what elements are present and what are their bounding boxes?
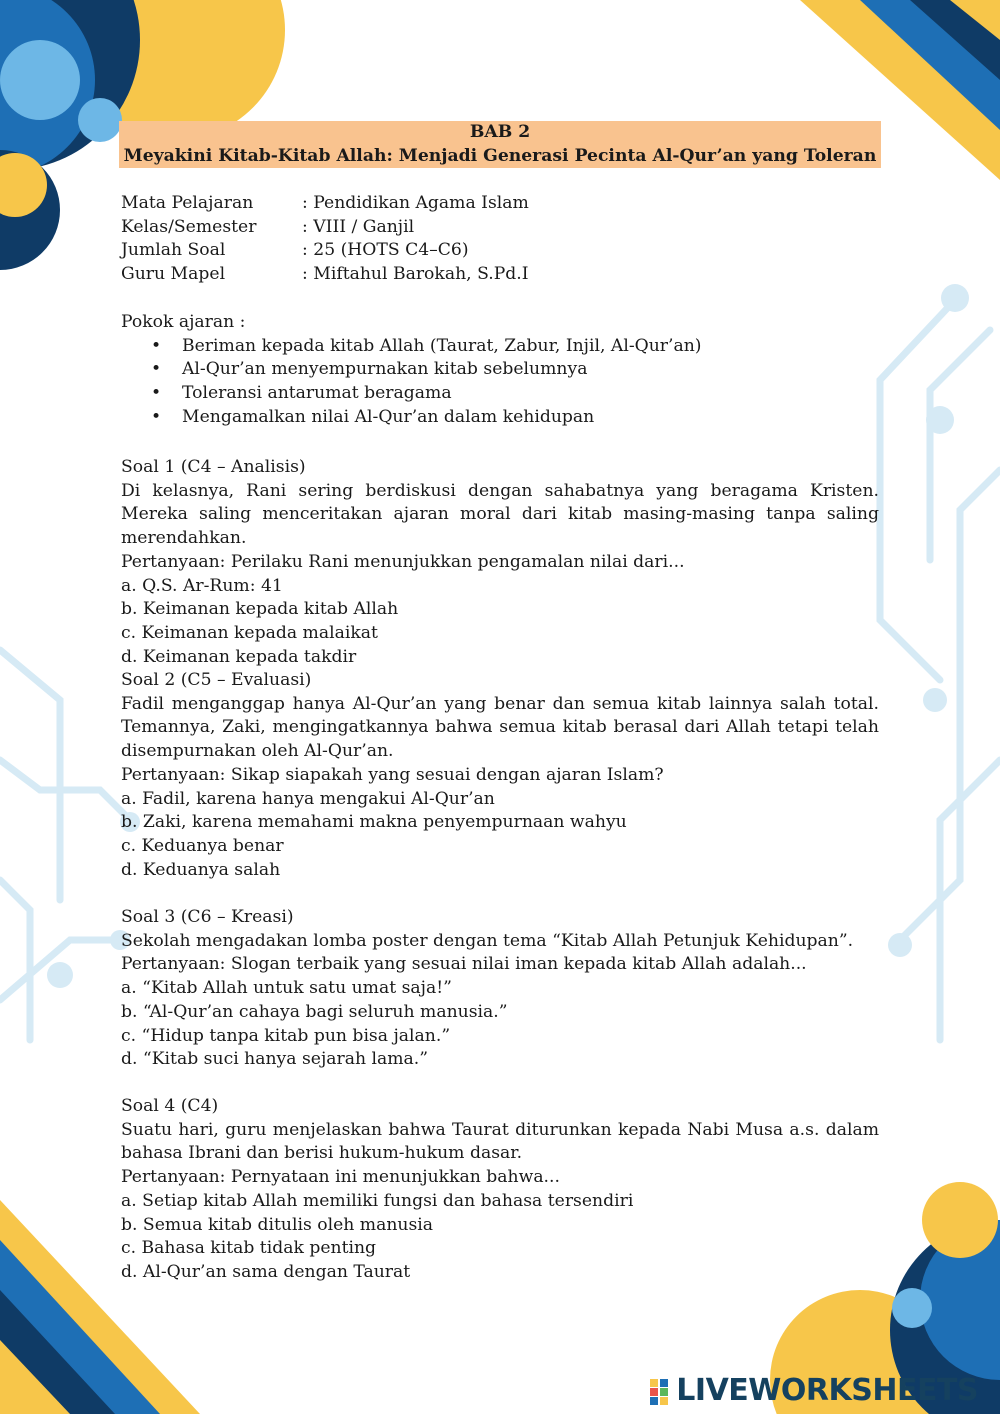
liveworksheets-logo[interactable] — [650, 1373, 978, 1408]
answer-option: b. “Al-Qur’an cahaya bagi seluruh manusia.” — [121, 1001, 508, 1022]
answer-option: a. “Kitab Allah untuk satu umat saja!” — [121, 978, 452, 999]
answer-option: b. Zaki, karena memahami makna penyempurnaan wahyu — [121, 812, 627, 833]
question-stem: Di kelasnya, Rani sering berdiskusi dengan sahabatnya yang beragama Kristen. Mereka saling menceritakan ajaran moral dari kitab masing-masing tanpa saling merendahkan. — [121, 480, 879, 549]
list-item-text: Toleransi antarumat beragama — [182, 383, 452, 404]
meta-info — [121, 192, 529, 287]
question-title: Soal 3 (C6 – Kreasi) — [121, 907, 294, 927]
bullet-icon: • — [151, 359, 162, 380]
question-4 — [121, 1095, 879, 1285]
meta-value: : 25 (HOTS C4–C6) — [302, 240, 469, 261]
meta-value: : Miftahul Barokah, S.Pd.I — [302, 264, 529, 285]
list-item-text: Al-Qur’an menyempurnakan kitab sebelumnya — [182, 359, 588, 380]
question-stem: Sekolah mengadakan lomba poster dengan tema “Kitab Allah Petunjuk Kehidupan”. — [121, 930, 854, 951]
bullet-icon: • — [151, 406, 162, 427]
question-stem: Fadil menganggap hanya Al-Qur’an yang benar dan semua kitab lainnya salah total. Temannya, Zaki, mengingatkannya bahwa semua kitab berasal dari Allah tetapi telah disempurnakan oleh Al-Qur’an. — [121, 693, 879, 762]
bullet-icon: • — [151, 383, 162, 404]
meta-key: Jumlah Soal — [121, 240, 226, 261]
meta-row — [121, 239, 529, 263]
liveworksheets-wordmark: LIVEWORKSHEETS — [676, 1373, 978, 1408]
question-1 — [121, 456, 879, 669]
answer-option: d. “Kitab suci hanya sejarah lama.” — [121, 1049, 429, 1070]
question-stem: Suatu hari, guru menjelaskan bahwa Taurat diturunkan kepada Nabi Musa a.s. dalam bahasa Ibrani dan berisi hukum-hukum dasar. — [121, 1119, 879, 1164]
chapter-title: Meyakini Kitab-Kitab Allah: Menjadi Generasi Pecinta Al-Qur’an yang Toleran — [123, 145, 877, 166]
list-item — [121, 406, 879, 430]
meta-row — [121, 263, 529, 287]
answer-option: b. Semua kitab ditulis oleh manusia — [121, 1214, 434, 1235]
bullet-icon: • — [151, 335, 162, 356]
question-prompt: Pertanyaan: Perilaku Rani menunjukkan pengamalan nilai dari... — [121, 551, 685, 572]
answer-option: c. Bahasa kitab tidak penting — [121, 1238, 377, 1259]
list-item-text: Mengamalkan nilai Al-Qur’an dalam kehidupan — [182, 406, 595, 427]
answer-option: b. Keimanan kepada kitab Allah — [121, 599, 399, 620]
meta-row — [121, 216, 529, 240]
meta-key: Mata Pelajaran — [121, 193, 254, 213]
answer-option: c. “Hidup tanpa kitab pun bisa jalan.” — [121, 1025, 451, 1046]
meta-key: Kelas/Semester — [121, 216, 257, 237]
chapter-number: BAB 2 — [469, 122, 531, 142]
list-item-text: Beriman kepada kitab Allah (Taurat, Zabur, Injil, Al-Qur’an) — [182, 335, 702, 356]
meta-value: : Pendidikan Agama Islam — [302, 193, 529, 213]
answer-option: a. Q.S. Ar-Rum: 41 — [121, 575, 283, 596]
question-title: Soal 4 (C4) — [121, 1096, 219, 1116]
answer-option: d. Keduanya salah — [121, 859, 281, 880]
question-2 — [121, 669, 879, 882]
question-prompt: Pertanyaan: Pernyataan ini menunjukkan bahwa... — [121, 1167, 560, 1188]
answer-option: a. Setiap kitab Allah memiliki fungsi dan bahasa tersendiri — [121, 1190, 634, 1211]
chapter-header — [119, 121, 881, 168]
answer-option: a. Fadil, karena hanya mengakui Al-Qur’an — [121, 788, 495, 809]
liveworksheets-mark-icon — [650, 1378, 670, 1404]
list-item — [121, 358, 879, 382]
answer-option: d. Al-Qur’an sama dengan Taurat — [121, 1261, 411, 1282]
question-prompt: Pertanyaan: Sikap siapakah yang sesuai dengan ajaran Islam? — [121, 764, 664, 785]
pokok-ajaran-label: Pokok ajaran : — [121, 312, 246, 332]
pokok-ajaran-list — [121, 335, 879, 430]
list-item — [121, 335, 879, 359]
meta-value: : VIII / Ganjil — [302, 216, 415, 237]
question-title: Soal 1 (C4 – Analisis) — [121, 457, 306, 477]
question-3 — [121, 906, 879, 1072]
question-title: Soal 2 (C5 – Evaluasi) — [121, 670, 312, 690]
question-prompt: Pertanyaan: Slogan terbaik yang sesuai nilai iman kepada kitab Allah adalah... — [121, 954, 807, 975]
answer-option: c. Keimanan kepada malaikat — [121, 622, 378, 643]
answer-option: d. Keimanan kepada takdir — [121, 646, 357, 667]
list-item — [121, 382, 879, 406]
answer-option: c. Keduanya benar — [121, 835, 284, 856]
meta-row — [121, 192, 529, 216]
meta-key: Guru Mapel — [121, 264, 226, 285]
pokok-ajaran — [121, 311, 879, 429]
